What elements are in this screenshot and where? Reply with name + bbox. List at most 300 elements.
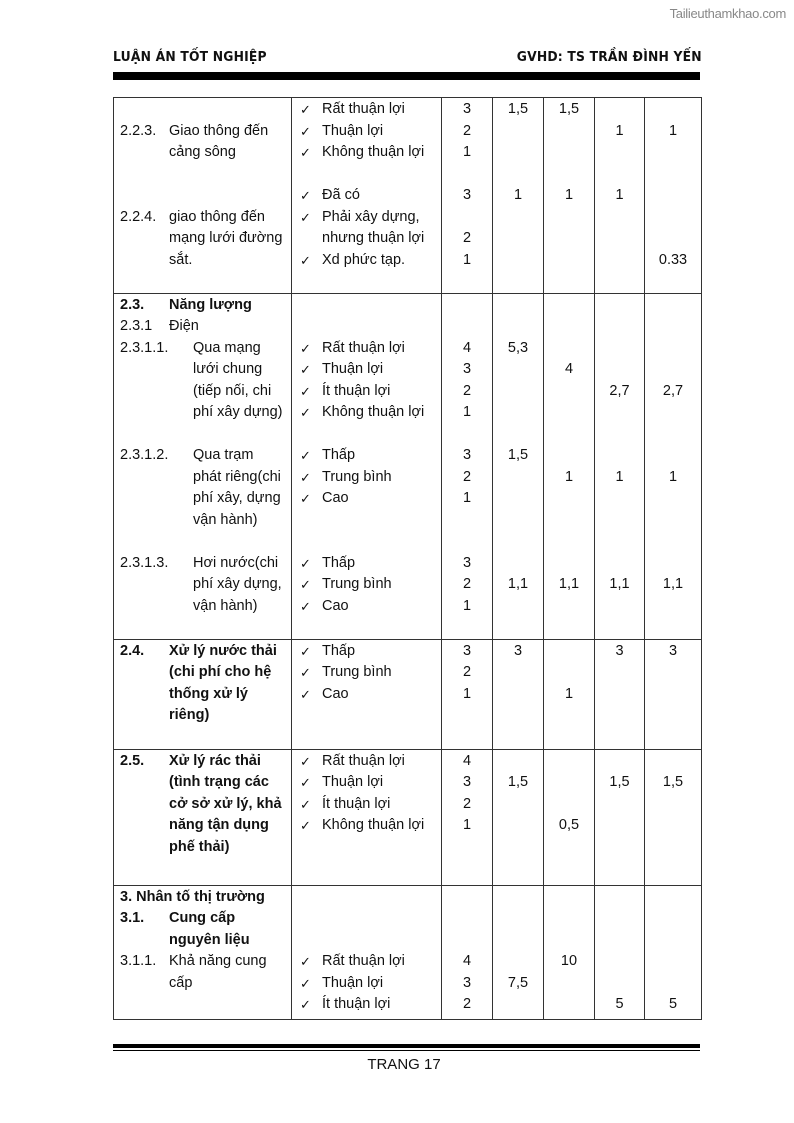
option-text: Rất thuận lợi bbox=[322, 953, 405, 969]
cell-line bbox=[493, 359, 543, 381]
cell-line bbox=[442, 908, 492, 930]
option-text: Thuận lợi bbox=[322, 361, 384, 377]
cell-line bbox=[292, 445, 441, 467]
cell-line bbox=[114, 772, 291, 794]
cell-line bbox=[645, 271, 701, 293]
cell-line bbox=[114, 424, 291, 446]
criteria-text: (chi phí cho hệ bbox=[169, 664, 272, 680]
checkmark-icon: ✓ bbox=[300, 123, 311, 139]
options-cell bbox=[292, 639, 442, 749]
cell-line bbox=[595, 510, 644, 532]
cell-line bbox=[114, 908, 291, 930]
cell-line bbox=[595, 142, 644, 164]
score-value: 3 bbox=[462, 187, 472, 203]
score-value: 1 bbox=[462, 490, 472, 506]
cell-line bbox=[493, 930, 543, 952]
cell-line bbox=[645, 185, 701, 207]
score-value: 4 bbox=[462, 339, 472, 356]
cell-line bbox=[114, 641, 291, 663]
score-value: 1 bbox=[564, 468, 574, 485]
option-text: Ít thuận lợi bbox=[322, 996, 391, 1012]
score-value: 1,1 bbox=[507, 576, 529, 592]
cell-line bbox=[292, 973, 441, 995]
criteria-text: phí xây, dựng bbox=[193, 490, 281, 506]
cell-line bbox=[645, 596, 701, 618]
cell-line bbox=[645, 338, 701, 360]
table-row bbox=[114, 98, 702, 294]
score-value: 2 bbox=[462, 382, 472, 399]
cell-line bbox=[544, 445, 594, 467]
cell-line bbox=[493, 164, 543, 186]
cell-line bbox=[292, 531, 441, 553]
cell-line bbox=[544, 596, 594, 618]
cell-line bbox=[292, 228, 441, 250]
score-cell bbox=[493, 293, 544, 639]
cell-line bbox=[292, 381, 441, 403]
cell-line bbox=[493, 837, 543, 859]
cell-line bbox=[292, 574, 441, 596]
checkmark-icon: ✓ bbox=[300, 665, 311, 680]
cell-line bbox=[544, 316, 594, 338]
cell-line bbox=[442, 164, 492, 186]
score-cell bbox=[595, 293, 645, 639]
checkmark-icon: ✓ bbox=[300, 405, 311, 420]
cell-line bbox=[544, 488, 594, 510]
cell-line bbox=[114, 727, 291, 749]
cell-line bbox=[292, 994, 441, 1016]
cell-line bbox=[595, 99, 644, 121]
score-cell bbox=[442, 293, 493, 639]
criteria-text: phế thải) bbox=[169, 838, 230, 855]
cell-line bbox=[292, 207, 441, 229]
cell-line bbox=[544, 381, 594, 403]
checkmark-icon: ✓ bbox=[300, 555, 311, 571]
score-value: 1 bbox=[462, 685, 472, 702]
criteria-number: 2.3.1 bbox=[120, 318, 153, 334]
option-text: Phải xây dựng, bbox=[322, 208, 420, 225]
watermark: Tailieuthamkhao.com bbox=[669, 6, 786, 21]
criteria-number: 2.2.3. bbox=[120, 122, 157, 139]
cell-line bbox=[493, 271, 543, 293]
cell-line bbox=[595, 295, 644, 317]
cell-line bbox=[645, 99, 701, 121]
cell-line bbox=[114, 381, 291, 403]
cell-line bbox=[292, 641, 441, 663]
option-text: Không thuận lợi bbox=[322, 144, 425, 160]
cell-line bbox=[493, 794, 543, 816]
criteria-text: Giao thông đến bbox=[169, 122, 269, 139]
cell-line bbox=[292, 684, 441, 706]
cell-line bbox=[595, 684, 644, 706]
cell-line bbox=[493, 908, 543, 930]
checkmark-icon: ✓ bbox=[300, 188, 311, 203]
cell-line bbox=[645, 488, 701, 510]
options-cell bbox=[292, 98, 442, 294]
score-value: 3 bbox=[462, 101, 472, 117]
cell-line bbox=[544, 228, 594, 250]
score-cell bbox=[493, 639, 544, 749]
cell-line bbox=[544, 705, 594, 727]
criteria-text: cấp bbox=[169, 974, 193, 991]
criteria-text: phí xây dựng) bbox=[193, 404, 283, 420]
option-text: Thuận lợi bbox=[322, 974, 384, 991]
checkmark-icon: ✓ bbox=[300, 643, 311, 659]
score-value: 5 bbox=[615, 996, 624, 1012]
score-value: 3 bbox=[668, 642, 678, 659]
criteria-number: 2.3.1.2. bbox=[120, 447, 169, 463]
cell-line bbox=[544, 553, 594, 575]
cell-line bbox=[595, 531, 644, 553]
criteria-text: Cung cấp bbox=[169, 910, 236, 926]
cell-line bbox=[645, 207, 701, 229]
cell-line bbox=[493, 295, 543, 317]
cell-line bbox=[544, 727, 594, 749]
cell-line bbox=[493, 887, 543, 909]
cell-line bbox=[114, 271, 291, 293]
cell-line bbox=[292, 596, 441, 618]
cell-line bbox=[645, 531, 701, 553]
score-value: 3 bbox=[462, 774, 472, 790]
cell-line bbox=[114, 488, 291, 510]
options-cell bbox=[292, 885, 442, 1019]
score-value: 2 bbox=[462, 122, 472, 139]
cell-line bbox=[544, 837, 594, 859]
cell-line bbox=[292, 727, 441, 749]
cell-line bbox=[645, 295, 701, 317]
checkmark-icon: ✓ bbox=[300, 469, 311, 485]
criteria-number: 2.4. bbox=[120, 642, 145, 659]
cell-line bbox=[645, 908, 701, 930]
table-row bbox=[114, 749, 702, 885]
cell-line bbox=[114, 705, 291, 727]
cell-line bbox=[544, 641, 594, 663]
cell-line bbox=[292, 908, 441, 930]
score-value: 4 bbox=[462, 752, 472, 769]
score-value: 10 bbox=[560, 953, 578, 969]
score-value: 1 bbox=[462, 817, 472, 833]
cell-line bbox=[114, 402, 291, 424]
cell-line bbox=[645, 142, 701, 164]
score-value: 1,5 bbox=[662, 774, 684, 790]
cell-line bbox=[114, 794, 291, 816]
criteria-text: Khả năng cung bbox=[169, 953, 267, 969]
cell-line bbox=[645, 727, 701, 749]
cell-line bbox=[645, 794, 701, 816]
option-text: Trung bình bbox=[322, 664, 392, 680]
cell-line bbox=[544, 930, 594, 952]
cell-line bbox=[493, 402, 543, 424]
criteria-text: nguyên liệu bbox=[169, 931, 250, 948]
option-text: Thuận lợi bbox=[322, 122, 384, 139]
cell-line bbox=[442, 531, 492, 553]
option-text: Cao bbox=[322, 685, 349, 702]
cell-line bbox=[442, 271, 492, 293]
cell-line bbox=[114, 973, 291, 995]
cell-line bbox=[595, 228, 644, 250]
score-value: 4 bbox=[462, 953, 472, 969]
cell-line bbox=[645, 617, 701, 639]
criteria-text: sắt. bbox=[169, 251, 193, 268]
score-value: 3 bbox=[462, 974, 472, 991]
cell-line bbox=[114, 751, 291, 773]
cell-line bbox=[544, 510, 594, 532]
cell-line bbox=[595, 887, 644, 909]
cell-line bbox=[292, 772, 441, 794]
score-value: 2 bbox=[462, 468, 472, 485]
option-text: Rất thuận lợi bbox=[322, 101, 405, 117]
cell-line bbox=[442, 424, 492, 446]
cell-line bbox=[292, 858, 441, 880]
cell-line bbox=[595, 930, 644, 952]
cell-line bbox=[292, 887, 441, 909]
cell-line bbox=[595, 727, 644, 749]
cell-line bbox=[114, 596, 291, 618]
criteria-text: cở sở xử lý, khả bbox=[169, 795, 282, 812]
score-value: 5,3 bbox=[507, 339, 529, 356]
cell-line bbox=[493, 121, 543, 143]
cell-line bbox=[292, 121, 441, 143]
score-value: 1 bbox=[462, 251, 472, 268]
score-cell bbox=[595, 885, 645, 1019]
cell-line bbox=[114, 121, 291, 143]
checkmark-icon: ✓ bbox=[300, 448, 311, 463]
cell-line bbox=[544, 994, 594, 1016]
cell-line bbox=[544, 908, 594, 930]
score-cell bbox=[645, 749, 702, 885]
page-number: TRANG 17 bbox=[367, 1056, 441, 1073]
criteria-text: giao thông đến bbox=[169, 208, 265, 225]
criteria-cell bbox=[114, 98, 292, 294]
options-cell bbox=[292, 749, 442, 885]
cell-line bbox=[645, 445, 701, 467]
cell-line bbox=[645, 316, 701, 338]
cell-line bbox=[292, 617, 441, 639]
option-text: Trung bình bbox=[322, 576, 392, 592]
cell-line bbox=[114, 887, 291, 909]
criteria-number: 2.2.4. bbox=[120, 208, 157, 225]
table-row bbox=[114, 885, 702, 1019]
cell-line bbox=[292, 794, 441, 816]
criteria-text: phí xây dựng, bbox=[193, 576, 282, 592]
score-value: 2 bbox=[462, 664, 472, 680]
cell-line bbox=[114, 951, 291, 973]
option-text: nhưng thuận lợi bbox=[322, 230, 425, 246]
cell-line bbox=[595, 617, 644, 639]
cell-line bbox=[442, 510, 492, 532]
cell-line bbox=[595, 338, 644, 360]
cell-line bbox=[595, 751, 644, 773]
option-text: Ít thuận lợi bbox=[322, 382, 391, 399]
cell-line bbox=[114, 930, 291, 952]
cell-line bbox=[292, 705, 441, 727]
cell-line bbox=[595, 837, 644, 859]
criteria-text: Qua mạng bbox=[193, 339, 261, 356]
cell-line bbox=[595, 271, 644, 293]
score-value: 1 bbox=[668, 468, 678, 485]
score-value: 5 bbox=[668, 996, 678, 1012]
cell-line bbox=[595, 596, 644, 618]
score-value: 2 bbox=[462, 996, 472, 1012]
criteria-number: 3.1.1. bbox=[120, 953, 157, 969]
cell-line bbox=[114, 858, 291, 880]
cell-line bbox=[442, 617, 492, 639]
score-value: 1 bbox=[615, 122, 624, 139]
cell-line bbox=[292, 338, 441, 360]
score-value: 3 bbox=[462, 447, 472, 463]
score-cell bbox=[442, 98, 493, 294]
cell-line bbox=[442, 837, 492, 859]
option-text: Trung bình bbox=[322, 468, 392, 485]
cell-line bbox=[292, 295, 441, 317]
score-value: 1,5 bbox=[609, 774, 630, 790]
cell-line bbox=[292, 662, 441, 684]
cell-line bbox=[645, 858, 701, 880]
criteria-number: 2.3.1.3. bbox=[120, 554, 169, 571]
checkmark-icon: ✓ bbox=[300, 775, 311, 790]
cell-line bbox=[292, 164, 441, 186]
cell-line bbox=[114, 574, 291, 596]
cell-line bbox=[544, 858, 594, 880]
option-text: Thấp bbox=[322, 447, 356, 463]
cell-line bbox=[544, 973, 594, 995]
criteria-text: vận hành) bbox=[193, 511, 258, 528]
score-value: 1,1 bbox=[558, 576, 580, 592]
cell-line bbox=[114, 250, 291, 272]
cell-line bbox=[645, 662, 701, 684]
score-value: 1 bbox=[668, 122, 678, 139]
cell-line bbox=[493, 424, 543, 446]
option-text: Thuận lợi bbox=[322, 774, 384, 790]
score-cell bbox=[544, 98, 595, 294]
cell-line bbox=[493, 858, 543, 880]
criteria-text: lưới chung bbox=[193, 361, 263, 377]
criteria-text: phát riêng(chi bbox=[193, 468, 281, 485]
criteria-text: mạng lưới đường bbox=[169, 230, 283, 246]
score-value: 3 bbox=[462, 554, 472, 571]
cell-line bbox=[645, 359, 701, 381]
score-value: 1 bbox=[564, 187, 574, 203]
cell-line bbox=[292, 815, 441, 837]
score-cell bbox=[595, 749, 645, 885]
cell-line bbox=[595, 402, 644, 424]
checkmark-icon: ✓ bbox=[300, 796, 311, 812]
score-value: 1 bbox=[615, 468, 624, 485]
cell-line bbox=[645, 751, 701, 773]
cell-line bbox=[493, 553, 543, 575]
cell-line bbox=[645, 424, 701, 446]
cell-line bbox=[645, 164, 701, 186]
score-cell bbox=[595, 639, 645, 749]
criteria-text: Hơi nước(chi bbox=[193, 554, 279, 571]
cell-line bbox=[292, 837, 441, 859]
cell-line bbox=[645, 553, 701, 575]
cell-line bbox=[114, 815, 291, 837]
score-cell bbox=[595, 98, 645, 294]
cell-line bbox=[114, 185, 291, 207]
footer-rule bbox=[113, 1044, 700, 1048]
score-value: 2 bbox=[462, 230, 472, 246]
cell-line bbox=[442, 207, 492, 229]
score-value: 1 bbox=[615, 187, 624, 203]
checkmark-icon: ✓ bbox=[300, 975, 311, 991]
cell-line bbox=[595, 951, 644, 973]
cell-line bbox=[493, 316, 543, 338]
criteria-text: 3. Nhân tố thị trường bbox=[120, 888, 265, 905]
score-cell bbox=[493, 98, 544, 294]
cell-line bbox=[645, 402, 701, 424]
table-row bbox=[114, 293, 702, 639]
criteria-text: Xử lý rác thải bbox=[169, 752, 261, 769]
header-title: LUẬN ÁN TỐT NGHIỆP bbox=[113, 50, 267, 65]
criteria-text: Năng lượng bbox=[169, 296, 252, 313]
score-cell bbox=[645, 639, 702, 749]
score-cell bbox=[442, 639, 493, 749]
options-cell bbox=[292, 293, 442, 639]
footer-rule-thin bbox=[113, 1050, 700, 1051]
cell-line bbox=[645, 887, 701, 909]
cell-line bbox=[595, 250, 644, 272]
option-text: Không thuận lợi bbox=[322, 404, 425, 420]
cell-line bbox=[595, 662, 644, 684]
cell-line bbox=[493, 815, 543, 837]
cell-line bbox=[114, 207, 291, 229]
cell-line bbox=[595, 488, 644, 510]
option-text: Xd phức tạp. bbox=[322, 251, 406, 268]
cell-line bbox=[595, 316, 644, 338]
cell-line bbox=[114, 338, 291, 360]
checkmark-icon: ✓ bbox=[300, 383, 311, 399]
cell-line bbox=[493, 662, 543, 684]
cell-line bbox=[544, 424, 594, 446]
cell-line bbox=[595, 908, 644, 930]
cell-line bbox=[114, 553, 291, 575]
cell-line bbox=[645, 930, 701, 952]
criteria-number: 2.3. bbox=[120, 296, 145, 313]
checkmark-icon: ✓ bbox=[300, 598, 311, 614]
cell-line bbox=[544, 402, 594, 424]
checkmark-icon: ✓ bbox=[300, 102, 311, 117]
checkmark-icon: ✓ bbox=[300, 686, 311, 702]
score-cell bbox=[544, 749, 595, 885]
score-value: 1,5 bbox=[507, 101, 529, 117]
criteria-text: năng tận dụng bbox=[169, 817, 269, 833]
cell-line bbox=[493, 381, 543, 403]
cell-line bbox=[292, 930, 441, 952]
score-value: 2 bbox=[462, 795, 472, 812]
option-text: Cao bbox=[322, 597, 349, 614]
cell-line bbox=[493, 705, 543, 727]
score-value: 3 bbox=[513, 642, 523, 659]
cell-line bbox=[114, 142, 291, 164]
cell-line bbox=[595, 359, 644, 381]
score-value: 3 bbox=[462, 361, 472, 377]
cell-line bbox=[544, 772, 594, 794]
cell-line bbox=[544, 271, 594, 293]
score-value: 1 bbox=[462, 404, 472, 420]
checkmark-icon: ✓ bbox=[300, 818, 311, 833]
cell-line bbox=[493, 510, 543, 532]
cell-line bbox=[114, 164, 291, 186]
cell-line bbox=[292, 402, 441, 424]
cell-line bbox=[595, 445, 644, 467]
score-value: 1,5 bbox=[507, 447, 529, 463]
cell-line bbox=[292, 250, 441, 272]
score-cell bbox=[544, 885, 595, 1019]
cell-line bbox=[114, 617, 291, 639]
cell-line bbox=[544, 531, 594, 553]
cell-line bbox=[292, 99, 441, 121]
cell-line bbox=[493, 531, 543, 553]
